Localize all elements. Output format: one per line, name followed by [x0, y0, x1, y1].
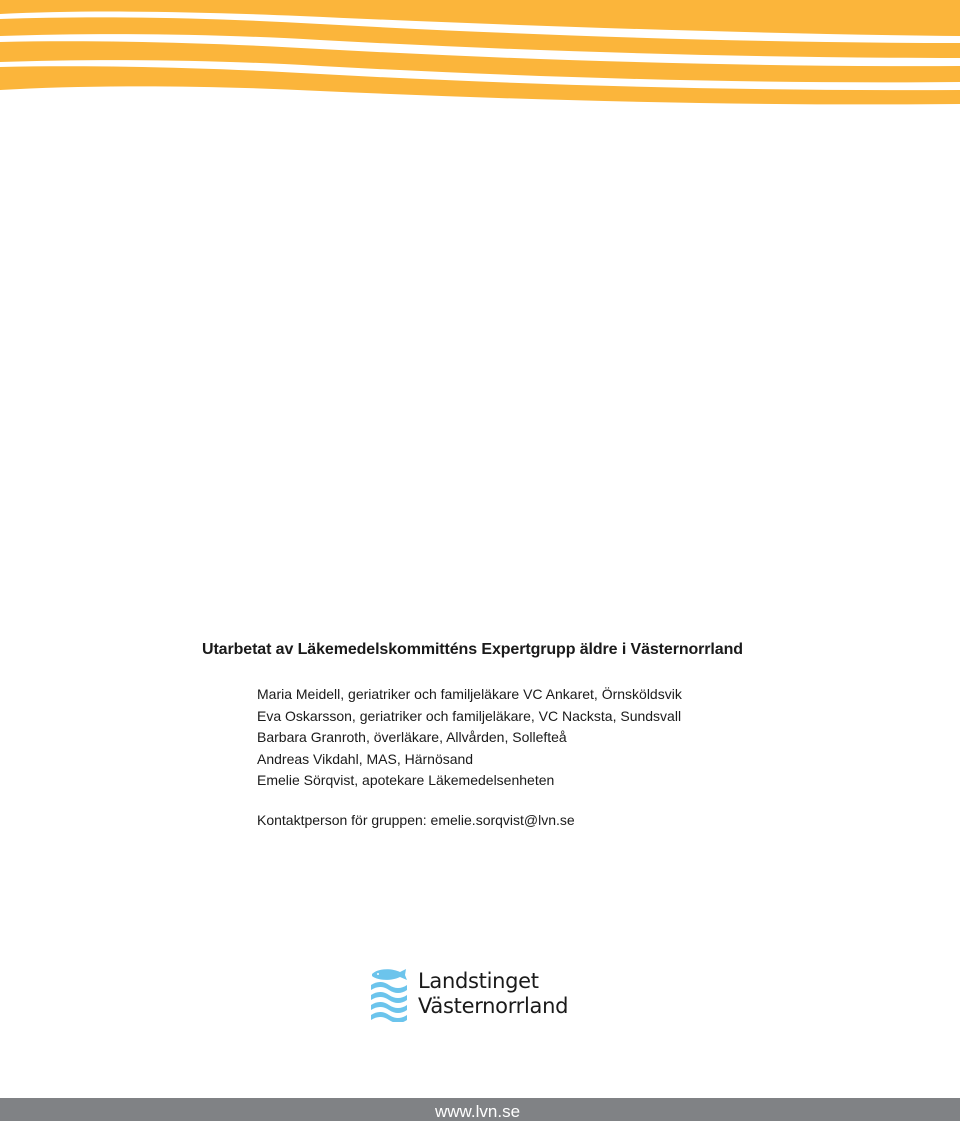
fish-waves-emblem-icon [370, 968, 408, 1022]
footer-url-link[interactable]: www.lvn.se [435, 1102, 521, 1121]
logo-line-2: Västernorrland [418, 994, 569, 1018]
landstinget-logo [370, 968, 600, 1024]
member-line: Eva Oskarsson, geriatriker och familjeläkare, VC Nacksta, Sundsvall [257, 707, 682, 724]
member-line: Emelie Sörqvist, apotekare Läkemedelsenheten [257, 772, 555, 788]
logo-wordmark [418, 969, 568, 1019]
document-heading: Utarbetat av Läkemedelskommitténs Expertgrupp äldre i Västernorrland [202, 641, 743, 658]
decorative-wave-banner [0, 0, 960, 110]
member-line: Maria Meidell, geriatriker och familjeläkare VC Ankaret, Örnsköldsvik [257, 686, 682, 702]
member-line: Andreas Vikdahl, MAS, Härnösand [257, 750, 474, 767]
contact-person: Kontaktperson för gruppen: emelie.sorqvist@lvn.se [257, 812, 575, 828]
expert-group-members [257, 684, 682, 792]
member-line: Barbara Granroth, överläkare, Allvården, Sollefteå [257, 729, 567, 745]
logo-line-1: Landstinget [418, 969, 539, 993]
